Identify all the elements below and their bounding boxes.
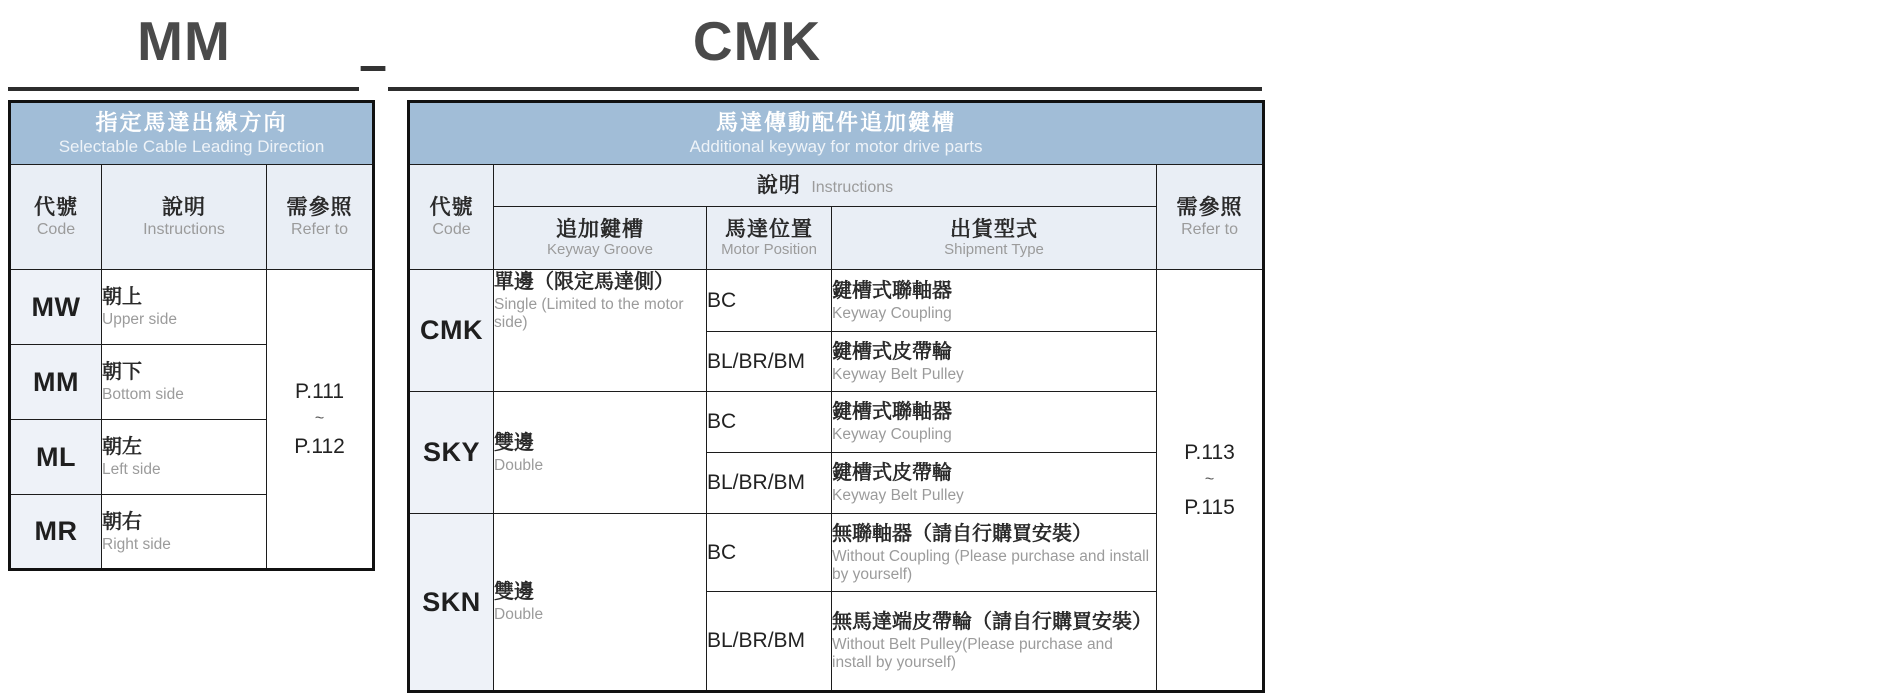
col-shipment-type-zh: 出貨型式 [950, 218, 1038, 242]
col-shipment-type [832, 207, 1157, 270]
col-instructions-zh: 說明 [162, 195, 206, 219]
instruction-zh: 朝上 [102, 286, 142, 309]
keyway-en: Double [494, 456, 544, 474]
shipment-cell [832, 514, 1157, 592]
instruction-zh: 朝下 [102, 361, 142, 384]
shipment-cell [832, 453, 1157, 514]
code-cell: MM [10, 345, 102, 420]
table-row [409, 514, 1264, 592]
table-header-en: Selectable Cable Leading Direction [58, 137, 325, 157]
col-code [409, 165, 494, 270]
keyway-zh: 雙邊 [494, 431, 534, 454]
refer-to: P.115 [1184, 495, 1235, 519]
shipment-zh: 鍵槽式皮帶輪 [832, 462, 952, 485]
col-refer-en: Refer to [1181, 220, 1238, 238]
left-title-underline [8, 87, 359, 91]
shipment-zh: 無聯軸器（請自行購買安裝） [832, 522, 1092, 545]
col-code [10, 165, 102, 270]
keyway-groove-cell [494, 392, 707, 514]
table-header-en: Additional keyway for motor drive parts [689, 137, 983, 157]
cable-direction-table [8, 100, 375, 571]
col-refer [267, 165, 374, 270]
shipment-cell [832, 392, 1157, 453]
shipment-zh: 鍵槽式聯軸器 [832, 279, 952, 302]
col-instructions [494, 165, 1157, 207]
col-instructions-zh: 說明 [756, 173, 801, 197]
motor-position-cell: BC [707, 392, 832, 453]
instruction-en: Left side [102, 461, 161, 479]
col-keyway-groove [494, 207, 707, 270]
motor-position-cell: BL/BR/BM [707, 453, 832, 514]
instruction-en: Right side [102, 535, 171, 553]
col-motor-position-en: Motor Position [721, 241, 817, 259]
right-title-underline [388, 87, 1262, 91]
col-code-en: Code [36, 220, 76, 238]
refer-to: P.112 [294, 434, 345, 458]
instruction-zh: 朝左 [102, 436, 142, 459]
refer-tilde: ~ [1204, 471, 1215, 489]
code-cell: ML [10, 420, 102, 495]
shipment-zh: 無馬達端皮帶輪（請自行購買安裝） [832, 611, 1152, 634]
keyway-table-header [409, 102, 1264, 165]
right-section-title: CMK [692, 10, 822, 72]
table-header-zh: 指定馬達出線方向 [95, 110, 288, 136]
motor-position-cell: BC [707, 514, 832, 592]
shipment-en: Without Belt Pulley(Please purchase and install by yourself) [832, 636, 1113, 671]
table-header-zh: 馬達傳動配件追加鍵槽 [716, 110, 957, 136]
col-refer [1157, 165, 1264, 270]
col-instructions [102, 165, 267, 270]
col-shipment-type-en: Shipment Type [944, 241, 1044, 259]
motor-position-cell: BC [707, 270, 832, 332]
col-instructions-en: Instructions [143, 220, 225, 238]
table-row [409, 392, 1264, 453]
shipment-zh: 鍵槽式聯軸器 [832, 401, 952, 424]
instruction-zh: 朝右 [102, 510, 142, 533]
col-instructions-en: Instructions [811, 178, 894, 196]
refer-from: P.111 [294, 380, 345, 404]
instruction-en: Upper side [102, 311, 177, 329]
refer-cell [1157, 270, 1264, 692]
keyway-zh: 單邊（限定馬達側） [494, 271, 674, 293]
col-refer-zh: 需參照 [1176, 195, 1243, 219]
shipment-en: Keyway Coupling [832, 304, 952, 322]
refer-tilde: ~ [314, 410, 325, 428]
instruction-cell [102, 345, 267, 420]
shipment-en: Keyway Coupling [832, 426, 952, 444]
cable-direction-table-header [10, 102, 374, 165]
refer-cell [267, 270, 374, 570]
code-cell: SKY [409, 392, 494, 514]
shipment-cell [832, 592, 1157, 692]
keyway-groove-cell [494, 514, 707, 692]
shipment-zh: 鍵槽式皮帶輪 [832, 340, 952, 363]
col-motor-position-zh: 馬達位置 [725, 218, 813, 242]
shipment-en: Without Coupling (Please purchase and install by yourself) [832, 547, 1150, 583]
keyway-groove-cell [494, 270, 707, 392]
keyway-table [407, 100, 1265, 693]
table-row [10, 270, 374, 345]
title-separator-dash: – [359, 37, 387, 93]
keyway-en: Single (Limited to the motor side) [494, 296, 684, 331]
col-refer-en: Refer to [291, 220, 348, 238]
instruction-en: Bottom side [102, 386, 184, 404]
shipment-cell [832, 332, 1157, 392]
col-refer-zh: 需參照 [286, 195, 353, 219]
col-motor-position [707, 207, 832, 270]
col-code-zh: 代號 [429, 195, 474, 219]
code-cell: MR [10, 495, 102, 570]
instruction-cell [102, 270, 267, 345]
refer-from: P.113 [1184, 441, 1235, 465]
motor-position-cell: BL/BR/BM [707, 332, 832, 392]
shipment-cell [832, 270, 1157, 332]
instruction-cell [102, 420, 267, 495]
col-keyway-groove-zh: 追加鍵槽 [556, 218, 644, 242]
shipment-en: Keyway Belt Pulley [832, 487, 964, 505]
motor-position-cell: BL/BR/BM [707, 592, 832, 692]
code-cell: CMK [409, 270, 494, 392]
instruction-cell [102, 495, 267, 570]
keyway-zh: 雙邊 [494, 581, 534, 604]
left-section-title: MM [137, 10, 231, 72]
keyway-en: Double [494, 606, 544, 624]
table-row [409, 270, 1264, 332]
col-code-en: Code [432, 220, 471, 238]
shipment-en: Keyway Belt Pulley [832, 365, 964, 383]
code-cell: MW [10, 270, 102, 345]
code-cell: SKN [409, 514, 494, 692]
col-keyway-groove-en: Keyway Groove [547, 241, 653, 259]
col-code-zh: 代號 [34, 195, 78, 219]
